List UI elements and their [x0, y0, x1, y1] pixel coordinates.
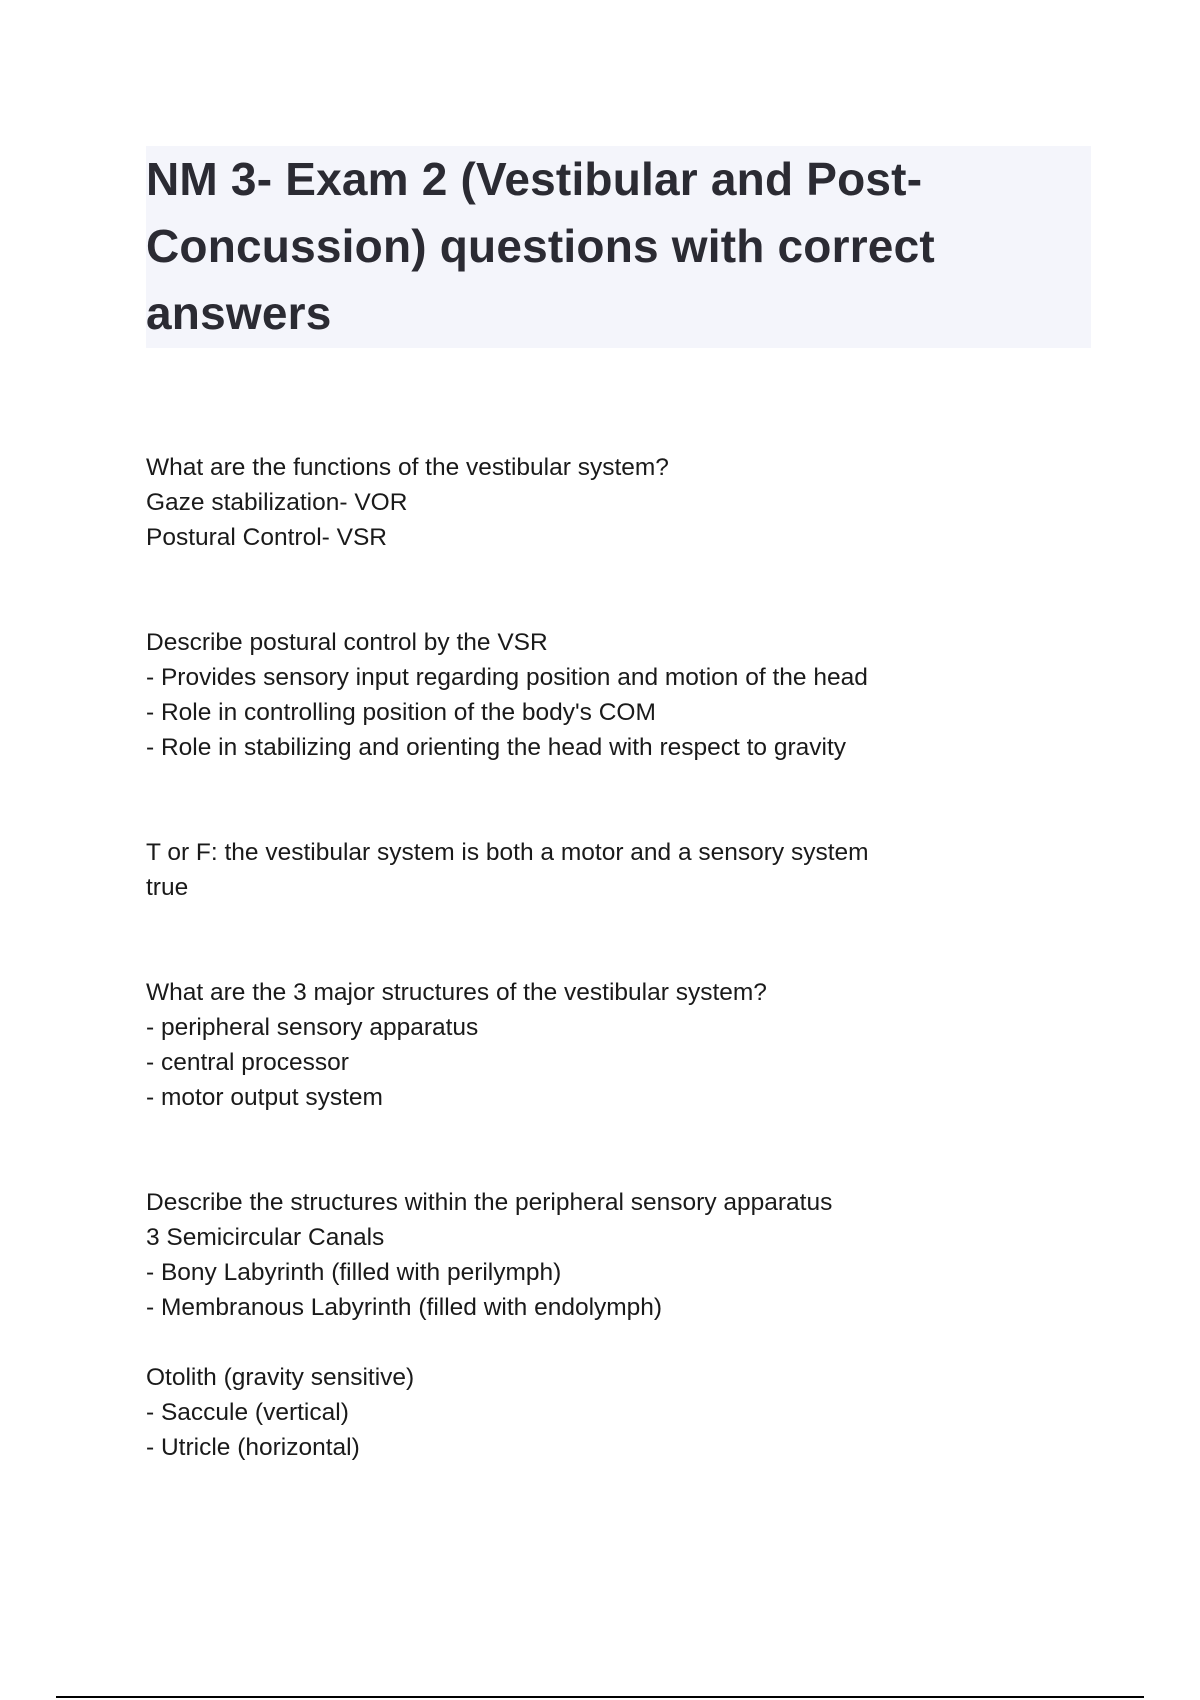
qa-item-2 [146, 625, 1106, 765]
qa-item-1 [146, 450, 1106, 555]
footer-divider [56, 1696, 1144, 1698]
qa-item-4 [146, 975, 1106, 1115]
answer-2-line-2: - Role in controlling position of the body's COM [146, 699, 656, 726]
question-2: Describe postural control by the VSR [146, 629, 548, 656]
document-title: NM 3- Exam 2 (Vestibular and Post-Concussion) questions with correct answers [146, 153, 935, 339]
answer-2-line-3: - Role in stabilizing and orienting the head with respect to gravity [146, 734, 846, 761]
answer-5-line-6: - Utricle (horizontal) [146, 1434, 360, 1461]
answer-1-line-1: Gaze stabilization- VOR [146, 489, 408, 516]
answer-2-line-1: - Provides sensory input regarding position and motion of the head [146, 664, 868, 691]
answer-5-line-1: 3 Semicircular Canals [146, 1224, 385, 1251]
document-body [146, 450, 1106, 1465]
answer-5-line-3: - Membranous Labyrinth (filled with endolymph) [146, 1294, 663, 1321]
answer-5-line-4: Otolith (gravity sensitive) [146, 1364, 415, 1391]
answer-4-line-3: - motor output system [146, 1084, 383, 1111]
qa-item-5 [146, 1185, 1106, 1465]
question-3: T or F: the vestibular system is both a motor and a sensory system [146, 839, 869, 866]
qa-item-3 [146, 835, 1106, 905]
question-1: What are the functions of the vestibular system? [146, 454, 669, 481]
answer-3-line-1: true [146, 874, 189, 901]
answer-1-line-2: Postural Control- VSR [146, 524, 388, 551]
answer-4-line-1: - peripheral sensory apparatus [146, 1014, 479, 1041]
answer-4-line-2: - central processor [146, 1049, 349, 1076]
title-banner [146, 146, 1091, 348]
question-4: What are the 3 major structures of the vestibular system? [146, 979, 767, 1006]
question-5: Describe the structures within the peripheral sensory apparatus [146, 1189, 833, 1216]
answer-5-line-2: - Bony Labyrinth (filled with perilymph) [146, 1259, 562, 1286]
answer-5-line-5: - Saccule (vertical) [146, 1399, 349, 1426]
